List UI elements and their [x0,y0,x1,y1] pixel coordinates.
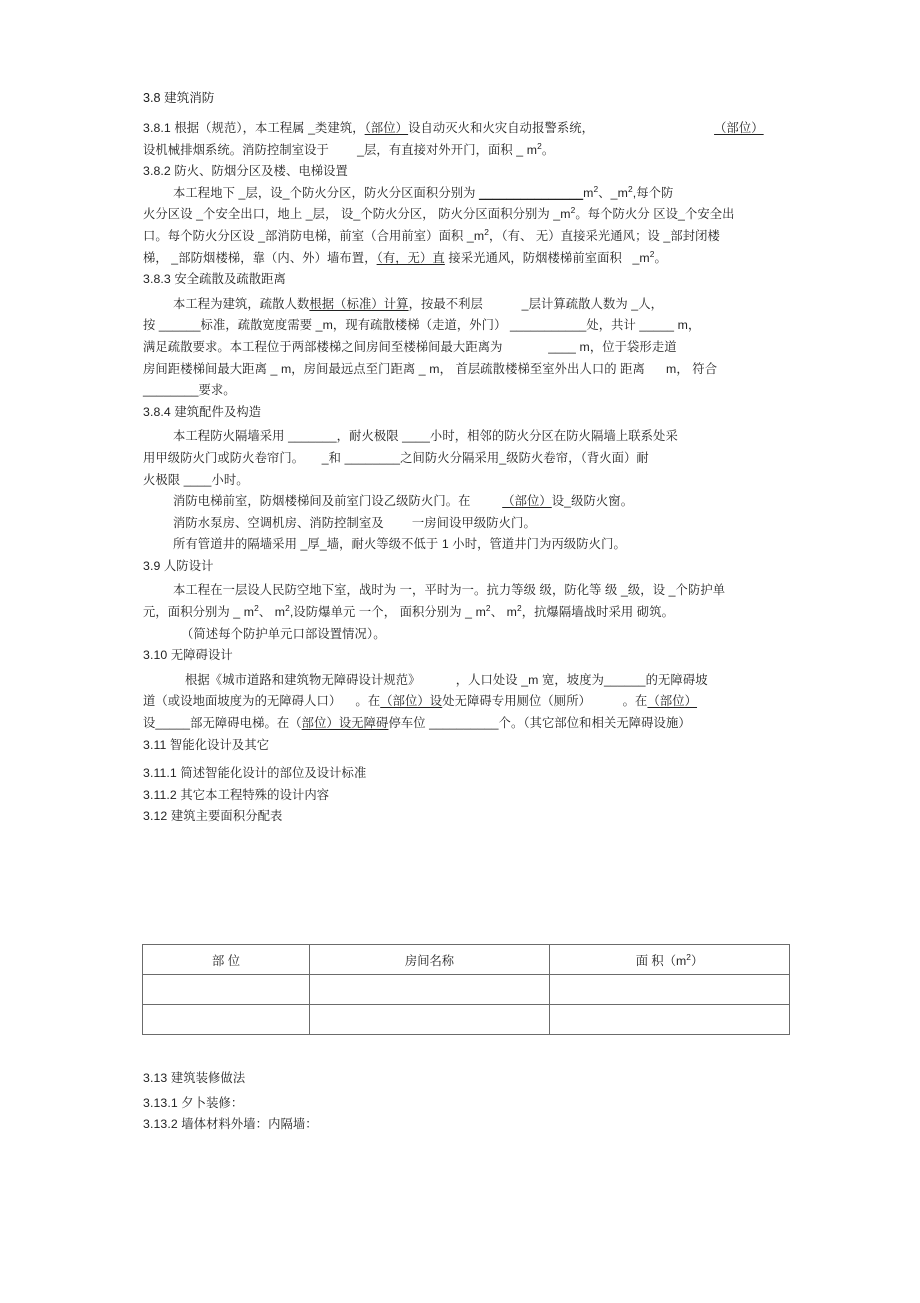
table-cell-room-name[interactable] [310,975,550,1005]
blank-placeholder-part: （部位） [714,121,764,135]
text-run: 、 m [490,605,517,620]
table-cell-room-name[interactable] [310,1005,550,1035]
document-body-tail [143,1068,789,1136]
paragraph-3-8-4-line-1: 本工程防火隔墙采用 _______，耐火极限 ____小时，相邻的防火分区在防火隔墙上联系处采 [173,429,678,444]
paragraph-3-10-line-1: 根据《城市道路和建筑物无障碍设计规范》 ，人口处设 _m 宽，坡度为______的无障碍坡 [185,672,708,687]
blank-placeholder-part: 根据（标准）计算 [309,296,409,311]
text-run: 设机械排烟系统。消防控制室设于 _层，有直接对外开门，面积 _ m [143,142,538,157]
superscript-square: 2 [485,602,491,613]
superscript-square: 2 [484,226,489,237]
section-heading-3-10: 3.10 无障碍设计 [143,648,233,663]
table-cell-location[interactable] [143,1005,310,1035]
blank-underline: _______________ [479,185,584,200]
section-heading-3-9: 3.9 人防设计 [143,558,214,573]
blank-placeholder-part: 部位）设无障碍 [301,716,389,731]
blank-placeholder-part: （部位） [364,121,409,135]
paragraph-3-9-line-1: 本工程在一层设人民防空地下室，战时为 一，平时为一。抗力等级 级，防化等 级 _级，设 _个防护单 [173,583,726,598]
text-run: 元，面积分别为 _ m [143,605,255,620]
text-run: 道（或设地面坡度为的无障碍人口） 。在 [143,694,381,709]
paragraph-3-8-4-line-5: 消防水泵房、空调机房、消防控制室及 一房间设甲级防火门。 [173,515,536,530]
text-run: 口。每个防火分区设 _部消防电梯，前室（合用前室）面积 _m [143,228,485,243]
superscript-square: 2 [627,183,633,194]
text-run: 设_____部无障碍电梯。在（ [143,716,302,731]
table-header-cell-area [550,945,790,975]
paragraph-3-8-2-line-4 [143,248,789,270]
document-body [143,86,789,828]
paragraph-3-8-4-line-4 [143,491,789,513]
section-heading-3-8-3: 3.8.3 安全疏散及疏散距离 [143,272,286,287]
paragraph-3-13-2: 3.13.2 墙体材料外墙：内隔墙： [143,1117,318,1132]
text-run: ，按最不利层 _层计算疏散人数为 _人， [408,296,663,311]
paragraph-3-8-3-line-3: 满足疏散要求。本工程位于两部楼梯之间房间至楼梯间最大距离为 ____ m，位于袋形走道 [143,339,677,354]
blank-placeholder-part: （部位）设 [380,694,443,709]
table-header-area-tail: ） [690,953,704,968]
paragraph-3-8-4-line-2: 用甲级防火门或防火卷帘门。 _和 ________之间防火分隔采用_级防火卷帘，（背火面）耐 [143,450,649,465]
paragraph-3-9-line-3: （简述每个防护单元口部设置情况）。 [181,626,386,641]
paragraph-3-8-2-line-2 [143,204,789,226]
spacer [143,756,789,763]
text-run-tail: 。 [541,142,555,157]
text-run: 本工程地下 _层，设_个防火分区，防火分区面积分别为 [173,185,480,200]
superscript-square: 2 [649,248,655,259]
paragraph-3-8-4-line-3: 火极限 ____小时。 [143,472,249,487]
superscript-square: 2 [254,602,259,613]
table-header-cell-room-name: 房间名称 [310,945,550,975]
table-header-cell-location: 部 位 [143,945,310,975]
text-run: ，（有、 无）直接采光通风；设 _部封闭楼 [488,228,720,243]
table-header-area-label: 面 积（m [635,953,687,968]
text-run: ,每个防 [632,185,674,200]
text-run: 梯， _部防烟楼梯，靠（内、外）墙布置， [143,250,377,265]
text-run: 处无障碍专用厕位（厕所） 。在 [442,694,648,709]
table-row[interactable] [143,1005,790,1035]
paragraph-3-10-line-3 [143,713,789,735]
section-heading-3-12: 3.12 建筑主要面积分配表 [143,809,283,824]
superscript-square: 2 [686,951,691,962]
paragraph-3-8-2-line-3 [143,226,789,248]
text-run: 本工程为建筑，疏散人数 [173,296,310,311]
text-run: 设自动灭火和火灾自动报警系统， [408,121,595,135]
text-run: 3.8.1 根据（规范），本工程属 _类建筑， [143,121,365,135]
paragraph-3-11-2: 3.11.2 其它本工程特殊的设计内容 [143,787,330,802]
text-run: ，抗爆隔墙战时采用 砌筑。 [521,605,674,620]
paragraph-3-10-line-2 [143,691,789,713]
paragraph-3-8-4-line-6: 所有管道井的隔墙采用 _厚_墙，耐火等级不低于 1 小时，管道井门为丙级防火门。 [173,537,626,552]
table-cell-location[interactable] [143,975,310,1005]
section-heading-3-8: 3.8 建筑消防 [143,91,215,105]
blank-placeholder-part: （部位） [647,694,698,709]
section-heading-3-11: 3.11 智能化设计及其它 [143,737,270,752]
building-area-table [142,944,790,1035]
table-cell-area[interactable] [550,975,790,1005]
superscript-square: 2 [593,183,599,194]
text-run: 、 m [258,605,286,620]
paragraph-3-11-1: 3.11.1 简述智能化设计的部位及设计标准 [143,766,367,781]
superscript-square: 2 [516,602,522,613]
paragraph-3-8-1-line-1 [143,118,789,140]
table-header-row [143,945,790,975]
text-run: 。每个防火分 区设_个安全出 [575,207,735,222]
table-row[interactable] [143,975,790,1005]
blank-placeholder-part: （部位） [502,494,552,509]
paragraph-3-8-3-line-4: 房间距楼梯间最大距离 _ m，房间最远点至门距离 _ m， 首层疏散楼梯至室外出人口的 距离 m， 符合 [143,361,718,376]
text-run: 设_级防火窗。 [551,494,634,509]
section-heading-3-8-4: 3.8.4 建筑配件及构造 [143,404,262,419]
paragraph-3-8-2-line-1 [143,183,789,205]
section-heading-3-8-2: 3.8.2 防火、防烟分区及楼、电梯设置 [143,164,348,179]
text-run: 。 [654,250,667,265]
paragraph-3-8-1-line-2 [143,140,789,162]
paragraph-3-9-line-2 [143,602,789,624]
text-run: m [583,185,594,200]
text-run: 接采光通风，防烟楼梯前室面积 _m [444,250,650,265]
section-heading-3-13: 3.13 建筑装修做法 [143,1071,246,1085]
blank-placeholder-part: （有，无）直 [376,250,445,265]
text-run: 火分区设 _个安全出口，地上 _层， 设_个防火分区， 防火分区面积分别为 _m [143,207,571,222]
paragraph-3-8-3-line-5: ________要求。 [143,383,236,398]
paragraph-3-8-3-line-1 [143,294,789,316]
superscript-square: 2 [537,140,542,151]
superscript-square: 2 [285,602,290,613]
spacer [143,111,789,118]
text-run: 、_m [598,185,628,200]
paragraph-3-13-1: 3.13.1 夕卜装修： [143,1095,244,1110]
table-cell-area[interactable] [550,1005,790,1035]
text-run: 停车位 __________个。（其它部位和相关无障碍设施） [388,716,691,731]
text-run: 消防电梯前室，防烟楼梯间及前室门设乙级防火门。在 [173,494,503,509]
paragraph-3-8-3-line-2: 按 ______标准，疏散宽度需要 _m，现有疏散楼梯（走道，外门） ___________处，共计 _____ m， [143,318,701,333]
text-run: ,设防爆单元 一个， 面积分别为 _ m [289,605,486,620]
superscript-square: 2 [570,205,576,216]
